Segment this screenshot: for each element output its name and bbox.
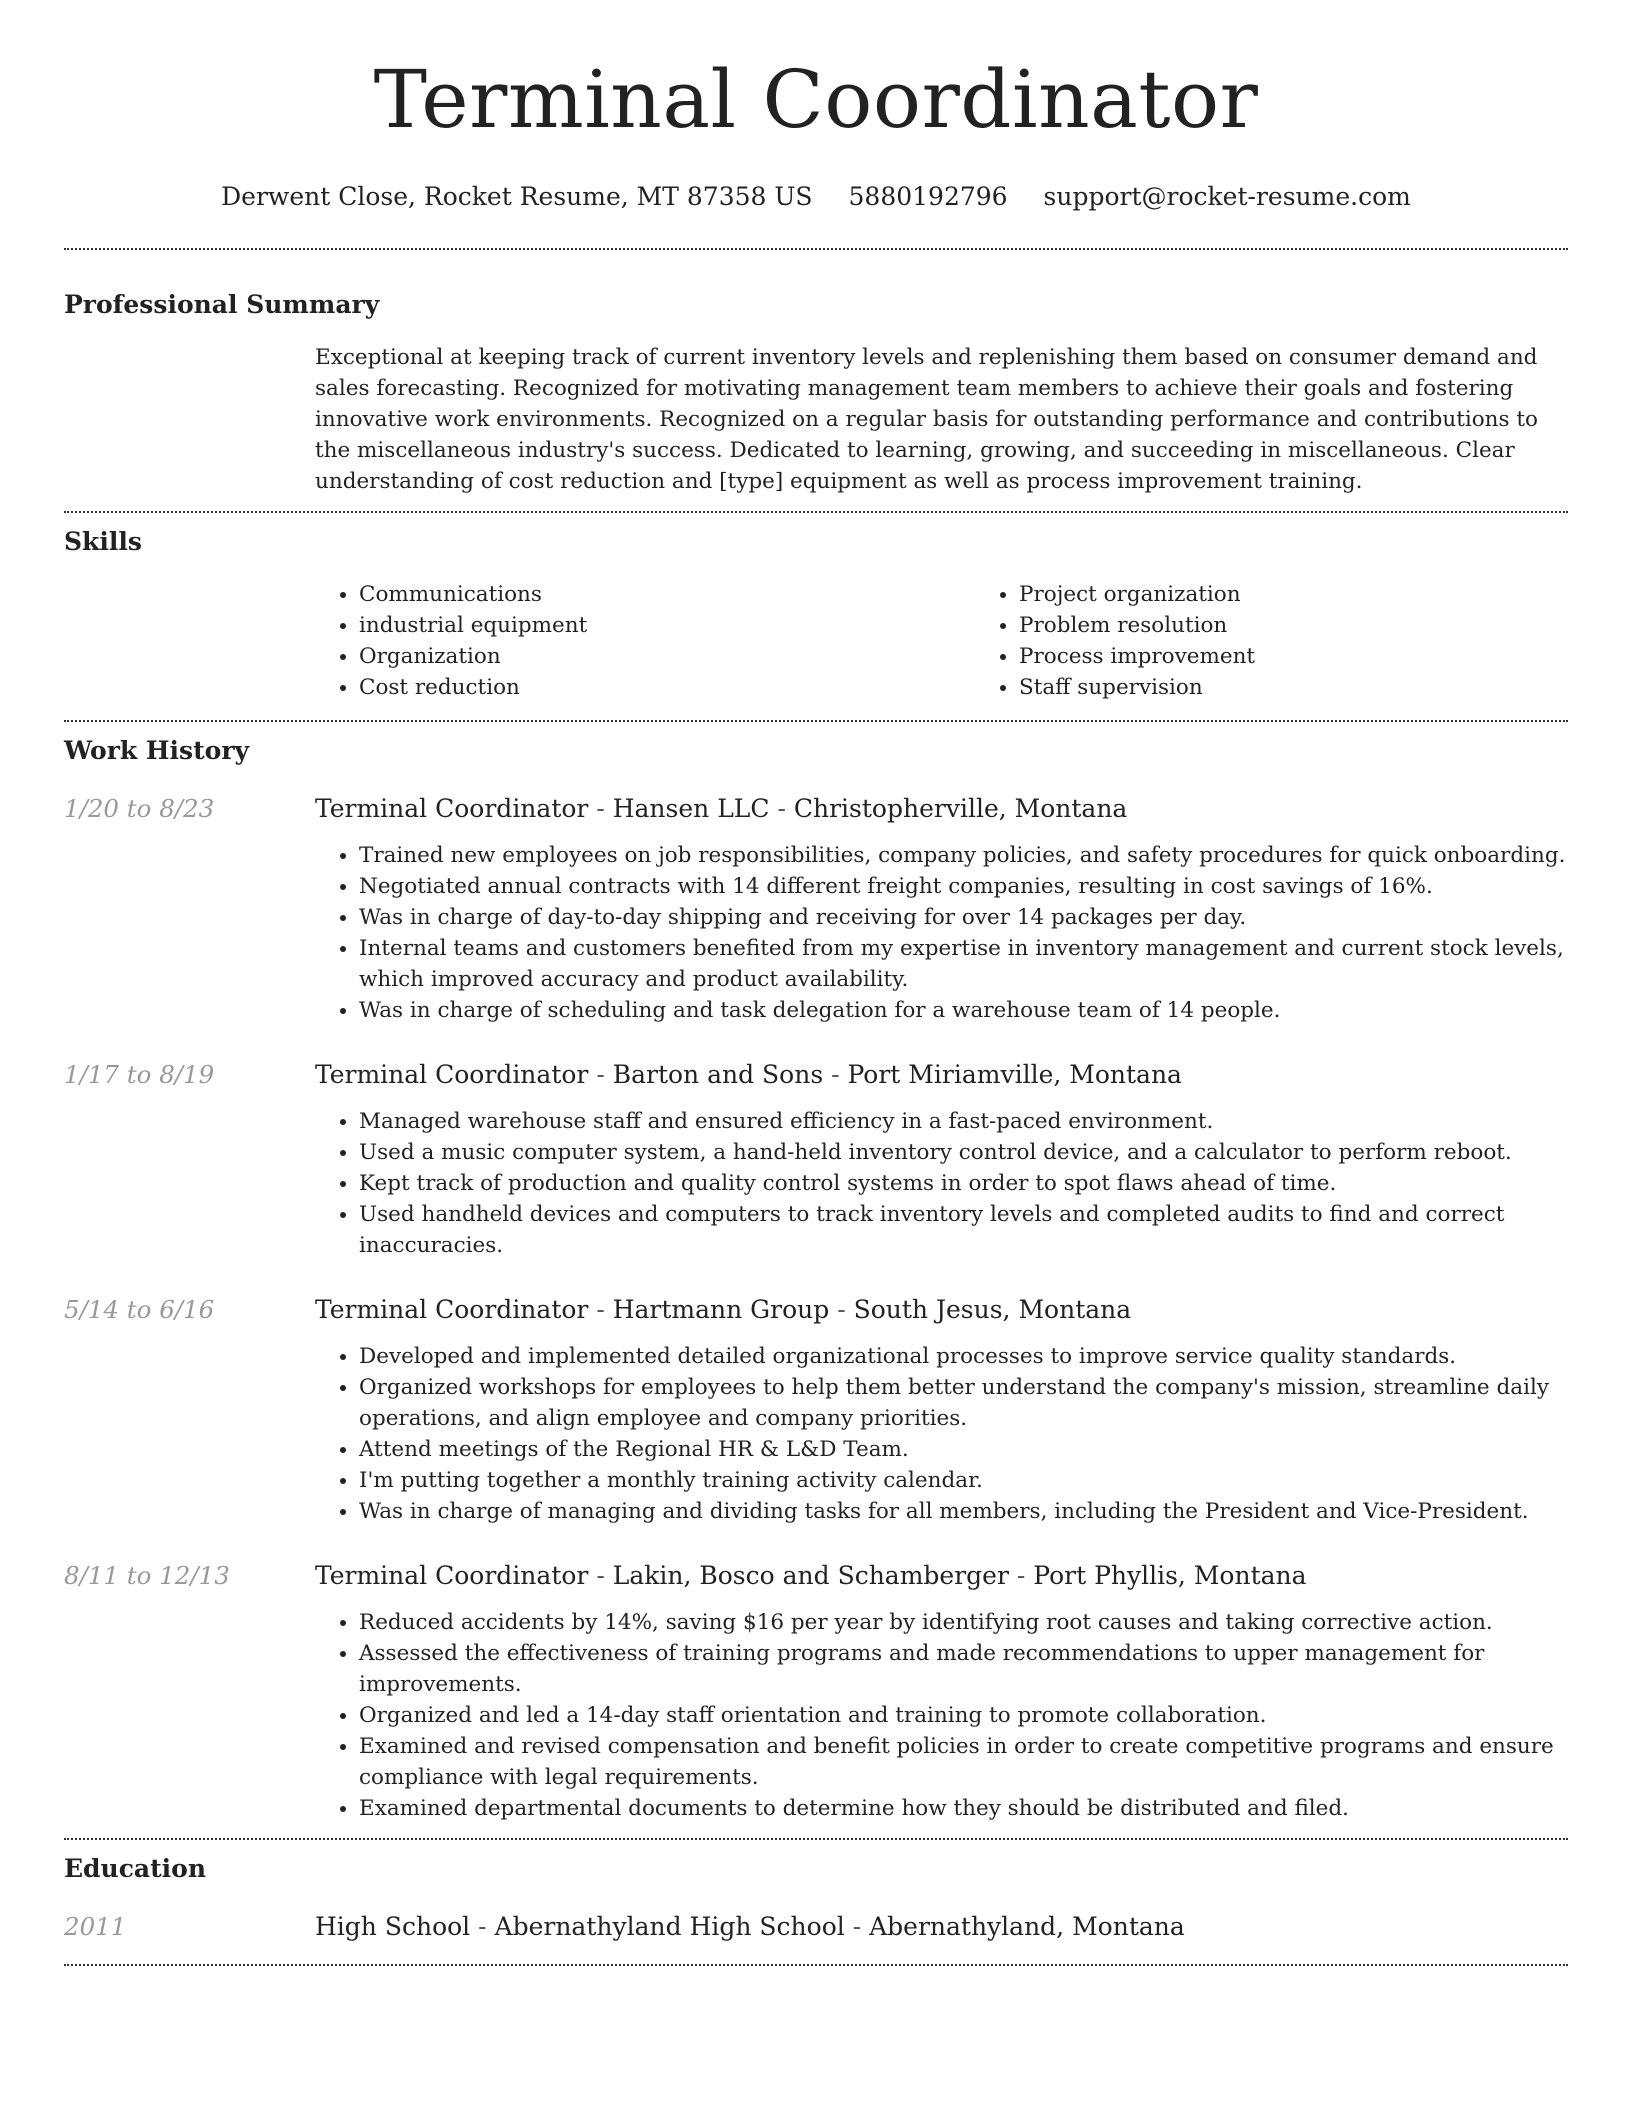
work-title: Work History <box>64 736 250 765</box>
summary-section <box>64 288 1568 497</box>
job-heading <box>315 1058 1568 1092</box>
summary-title: Professional Summary <box>64 290 380 319</box>
job-bullets <box>315 1607 1568 1824</box>
education-school: Abernathyland High School <box>494 1912 845 1941</box>
job-heading <box>315 1293 1568 1327</box>
job-bullet: • Negotiated annual contracts with 14 different freight companies, resulting in cost savings of 16%. <box>359 871 1568 902</box>
job-dates: 1/20 to 8/23 <box>64 794 215 823</box>
job-bullet: • Organized and led a 14-day staff orientation and training to promote collaboration. <box>359 1700 1568 1731</box>
skill-item: • Organization <box>359 641 975 672</box>
separator: - <box>588 794 613 823</box>
job-entry <box>64 1058 1568 1261</box>
job-bullet: • Internal teams and customers benefited from my expertise in inventory management and current stock levels, which improved accuracy and product availability. <box>359 933 1568 995</box>
education-section <box>64 1852 1568 1944</box>
job-bullet: • Developed and implemented detailed organizational processes to improve service quality standards. <box>359 1341 1568 1372</box>
job-entry <box>64 792 1568 1026</box>
job-heading <box>315 792 1568 826</box>
skill-item: • Communications <box>359 579 975 610</box>
education-year: 2011 <box>64 1912 127 1941</box>
job-entry <box>64 1293 1568 1527</box>
job-bullet: • Used a music computer system, a hand-held inventory control device, and a calculator to perform reboot. <box>359 1137 1568 1168</box>
skills-list-right <box>975 579 1632 703</box>
job-bullet: • Organized workshops for employees to help them better understand the company's mission, streamline daily operations, and align employee and company priorities. <box>359 1372 1568 1434</box>
separator: - <box>769 794 794 823</box>
contact-email: support@rocket-resume.com <box>1043 182 1411 211</box>
education-location: Abernathyland, Montana <box>869 1912 1185 1941</box>
job-role: Terminal Coordinator <box>315 1561 589 1590</box>
work-section <box>64 734 1568 1824</box>
job-role: Terminal Coordinator <box>315 794 589 823</box>
job-bullet: • Used handheld devices and computers to track inventory levels and completed audits to find and correct inaccuracies. <box>359 1199 1568 1261</box>
contact-address: Derwent Close, Rocket Resume, MT 87358 US <box>221 182 813 211</box>
job-bullet: • Assessed the effectiveness of training programs and made recommendations to upper management for improvements. <box>359 1638 1568 1700</box>
contact-line <box>64 180 1568 214</box>
separator: - <box>829 1295 854 1324</box>
skill-item: • Process improvement <box>1019 641 1632 672</box>
skills-section <box>64 525 1568 703</box>
divider <box>64 720 1568 722</box>
job-role: Terminal Coordinator <box>315 1060 589 1089</box>
job-location: Christopherville, Montana <box>793 794 1128 823</box>
education-title: Education <box>64 1854 207 1883</box>
education-degree: High School <box>315 1912 471 1941</box>
separator: - <box>588 1060 613 1089</box>
job-dates: 8/11 to 12/13 <box>64 1561 230 1590</box>
contact-phone: 5880192796 <box>848 182 1008 211</box>
candidate-name: Terminal Coordinator <box>373 53 1259 146</box>
separator: - <box>588 1561 613 1590</box>
skills-title: Skills <box>64 527 142 556</box>
job-bullet: • Examined and revised compensation and benefit policies in order to create competitive programs and ensure compliance with legal requirements. <box>359 1731 1568 1793</box>
job-bullet: • Reduced accidents by 14%, saving $16 per year by identifying root causes and taking corrective action. <box>359 1607 1568 1638</box>
skill-item: • Problem resolution <box>1019 610 1632 641</box>
job-company: Barton and Sons <box>612 1060 824 1089</box>
job-bullets <box>315 1341 1568 1527</box>
job-heading <box>315 1559 1568 1593</box>
job-company: Lakin, Bosco and Schamberger <box>612 1561 1009 1590</box>
job-bullet: • Was in charge of scheduling and task delegation for a warehouse team of 14 people. <box>359 995 1568 1026</box>
job-location: Port Phyllis, Montana <box>1033 1561 1307 1590</box>
job-bullet: • I'm putting together a monthly training activity calendar. <box>359 1465 1568 1496</box>
job-bullet: • Kept track of production and quality control systems in order to spot flaws ahead of time. <box>359 1168 1568 1199</box>
skill-item: • Cost reduction <box>359 672 975 703</box>
skill-item: • Project organization <box>1019 579 1632 610</box>
separator: - <box>823 1060 848 1089</box>
job-bullets <box>315 840 1568 1026</box>
summary-text: Exceptional at keeping track of current inventory levels and replenishing them based on consumer demand and sales forecasting. Recognized for motivating management team members to achieve their goals and fostering innovative work environments. Recognized on a regular basis for outstanding performance and contributions to the miscellaneous industry's success. Dedicated to learning, growing, and succeeding in miscellaneous. Clear understanding of cost reduction and [type] equipment as well as process improvement training. <box>315 345 1538 494</box>
separator: - <box>844 1912 870 1941</box>
job-role: Terminal Coordinator <box>315 1295 589 1324</box>
divider <box>64 1964 1568 1966</box>
education-heading <box>315 1910 1568 1944</box>
job-company: Hansen LLC <box>612 794 770 823</box>
job-bullet: • Managed warehouse staff and ensured efficiency in a fast-paced environment. <box>359 1106 1568 1137</box>
divider <box>64 511 1568 513</box>
separator: - <box>470 1912 495 1941</box>
job-location: Port Miriamville, Montana <box>847 1060 1182 1089</box>
job-company: Hartmann Group <box>612 1295 830 1324</box>
separator: - <box>588 1295 613 1324</box>
job-bullet: • Attend meetings of the Regional HR & L&D Team. <box>359 1434 1568 1465</box>
job-bullet: • Was in charge of day-to-day shipping and receiving for over 14 packages per day. <box>359 902 1568 933</box>
job-dates: 1/17 to 8/19 <box>64 1060 215 1089</box>
job-dates: 5/14 to 6/16 <box>64 1295 215 1324</box>
separator: - <box>1008 1561 1034 1590</box>
job-location: South Jesus, Montana <box>853 1295 1132 1324</box>
job-bullet: • Trained new employees on job responsibilities, company policies, and safety procedures for quick onboarding. <box>359 840 1568 871</box>
skill-item: • industrial equipment <box>359 610 975 641</box>
job-bullets <box>315 1106 1568 1261</box>
job-bullet: • Was in charge of managing and dividing tasks for all members, including the President and Vice-President. <box>359 1496 1568 1527</box>
divider <box>64 248 1568 250</box>
skills-list-left <box>315 579 975 703</box>
job-bullet: • Examined departmental documents to determine how they should be distributed and filed. <box>359 1793 1568 1824</box>
job-entry <box>64 1559 1568 1824</box>
skill-item: • Staff supervision <box>1019 672 1632 703</box>
divider <box>64 1838 1568 1840</box>
